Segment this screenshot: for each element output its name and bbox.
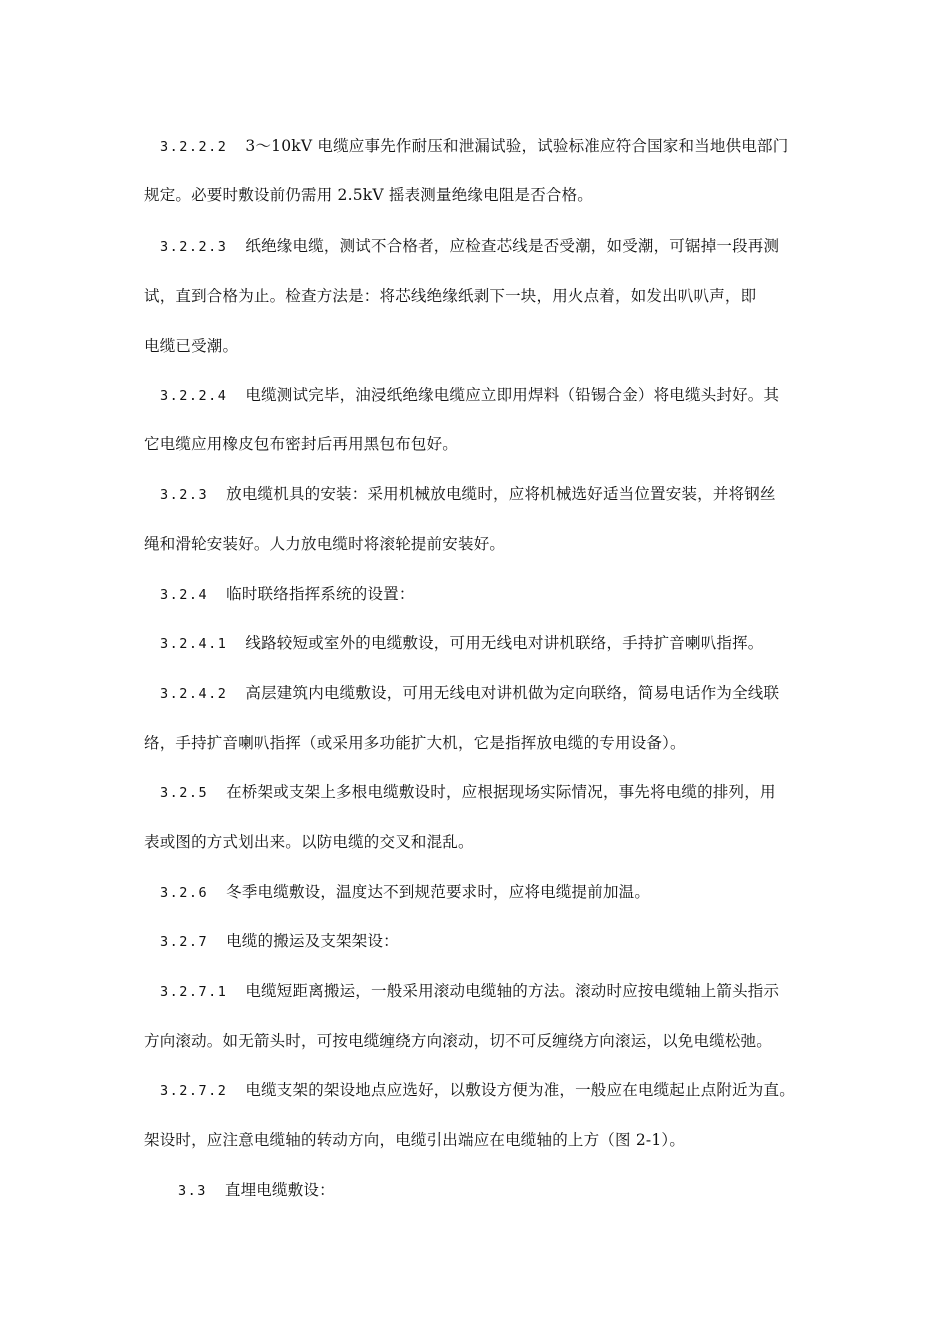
paragraph-continuation: 电缆已受潮。 [144,337,239,355]
paragraph-text: 3～10kV 电缆应事先作耐压和泄漏试验，试验标准应符合国家和当地供电部门 [245,137,789,155]
paragraph-3-2-3 [144,482,840,507]
section-number: 3.2.2.3 [160,239,228,255]
section-heading-3-3 [144,1178,858,1203]
section-number: 3.2.5 [160,785,209,801]
section-number: 3.2.7.1 [160,984,228,1000]
paragraph-continuation: 绳和滑轮安装好。人力放电缆时将滚轮提前安装好。 [144,535,506,553]
paragraph-3-2-4 [144,582,840,607]
paragraph-continuation: 络，手持扩音喇叭指挥（或采用多功能扩大机，它是指挥放电缆的专用设备）。 [144,734,686,752]
section-number: 3.2.2.2 [160,139,228,155]
paragraph-text: 在桥架或支架上多根电缆敷设时，应根据现场实际情况，事先将电缆的排列，用 [226,783,776,801]
paragraph-continuation: 表或图的方式划出来。以防电缆的交叉和混乱。 [144,833,474,851]
paragraph-continuation: 规定。必要时敷设前仍需用 2.5kV 摇表测量绝缘电阻是否合格。 [144,186,593,204]
paragraph-text: 纸绝缘电缆，测试不合格者，应检查芯线是否受潮，如受潮，可锯掉一段再测 [245,237,780,255]
section-number: 3.2.4.1 [160,636,228,652]
paragraph-text: 冬季电缆敷设，温度达不到规范要求时，应将电缆提前加温。 [226,883,651,901]
paragraph-3-2-2-3 [144,234,840,259]
section-heading-text: 直埋电缆敷设： [224,1181,335,1199]
section-number: 3.3 [178,1183,207,1199]
paragraph-text: 电缆支架的架设地点应选好，以敷设方便为准，一般应在电缆起止点附近为直。 [245,1081,795,1099]
paragraph-text: 放电缆机具的安装：采用机械放电缆时，应将机械选好适当位置安装，并将钢丝 [226,485,776,503]
section-number: 3.2.4 [160,587,209,603]
paragraph-continuation: 方向滚动。如无箭头时，可按电缆缠绕方向滚动，切不可反缠绕方向滚运，以免电缆松弛。 [144,1032,773,1050]
section-number: 3.2.7.2 [160,1083,228,1099]
paragraph-text: 线路较短或室外的电缆敷设，可用无线电对讲机联络，手持扩音喇叭指挥。 [245,634,764,652]
paragraph-3-2-7 [144,929,840,954]
paragraph-text: 电缆的搬运及支架架设： [226,932,399,950]
paragraph-3-2-4-1 [144,631,840,656]
section-number: 3.2.3 [160,487,209,503]
paragraph-text: 临时联络指挥系统的设置： [226,585,415,603]
paragraph-3-2-6 [144,880,840,905]
section-number: 3.2.2.4 [160,388,228,404]
paragraph-3-2-4-2 [144,681,840,706]
paragraph-continuation: 它电缆应用橡皮包布密封后再用黑包布包好。 [144,435,459,453]
section-number: 3.2.7 [160,934,209,950]
paragraph-text: 高层建筑内电缆敷设，可用无线电对讲机做为定向联络，简易电话作为全线联 [245,684,780,702]
paragraph-text: 电缆短距离搬运，一般采用滚动电缆轴的方法。滚动时应按电缆轴上箭头指示 [245,982,780,1000]
paragraph-continuation: 试，直到合格为止。检查方法是：将芯线绝缘纸剥下一块，用火点着，如发出叭叭声，即 [144,287,757,305]
paragraph-3-2-7-2 [144,1078,840,1103]
section-number: 3.2.4.2 [160,686,228,702]
paragraph-text: 电缆测试完毕，油浸纸绝缘电缆应立即用焊料（铅锡合金）将电缆头封好。其 [245,386,780,404]
paragraph-continuation: 架设时，应注意电缆轴的转动方向，电缆引出端应在电缆轴的上方（图 2-1）。 [144,1131,686,1149]
paragraph-3-2-7-1 [144,979,840,1004]
section-number: 3.2.6 [160,885,209,901]
paragraph-3-2-5 [144,780,840,805]
paragraph-3-2-2-4 [144,383,840,408]
paragraph-3-2-2-2 [144,134,840,159]
